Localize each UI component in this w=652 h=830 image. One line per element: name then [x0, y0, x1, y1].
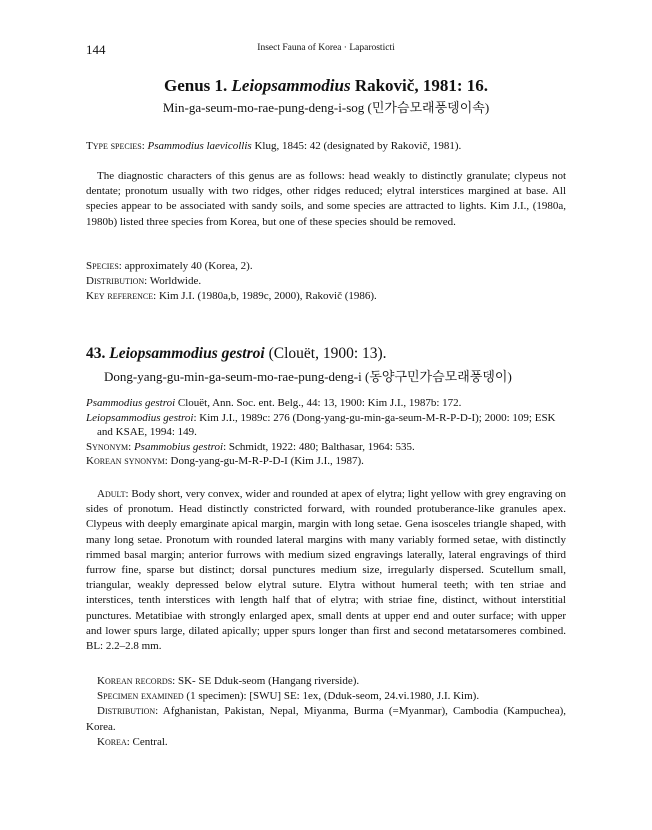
synonymy-name: Psammodius gestroi: [86, 397, 176, 409]
specimen-value: (1 specimen): [SWU] SE: 1ex, (Dduk-seom, 24.vi.1980, J.I. Kim).: [183, 690, 480, 703]
species-author: (Clouët, 1900: 13).: [264, 345, 387, 362]
page-number: 144: [86, 42, 106, 57]
genus-heading: [0, 76, 652, 96]
adult-description: [86, 487, 566, 654]
korean-synonym-label: Korean synonym:: [86, 455, 168, 468]
type-species-name: Psammodius laevicollis: [147, 140, 252, 152]
korean-synonym-line: [86, 454, 566, 469]
genus-korean-name: Min-ga-seum-mo-rae-pung-deng-i-sog (민가슴모래풍뎅이속): [162, 100, 490, 115]
running-head: Insect Fauna of Korea · Laparosticti: [257, 43, 395, 53]
synonymy-citation: : Kim J.I., 1989c: 276 (Dong-yang-gu-min-ga-seum-M-R-P-D-I); 2000: 109; ESK and KSAE, 1994: 149.: [97, 411, 556, 439]
synonymy-name: Leiopsammodius gestroi: [86, 411, 194, 424]
synonym-line: [86, 440, 566, 455]
synonymy-entry: [86, 411, 566, 440]
type-species-citation: Klug, 1845: 42 (designated by Rakovič, 1981).: [251, 140, 462, 152]
species-label: Species:: [86, 260, 122, 272]
genus-distribution-line: [86, 274, 566, 289]
synonymy-citation: Clouët, Ann. Soc. ent. Belg., 44: 13, 1900: Kim J.I., 1987b: 172.: [175, 397, 462, 409]
species-value: approximately 40 (Korea, 2).: [121, 260, 253, 272]
synonym-label: Synonym:: [86, 440, 132, 453]
korean-records-line: [86, 674, 566, 689]
key-reference-line: [86, 289, 566, 304]
genus-description: The diagnostic characters of this genus are as follows: head weakly to distinctly granulate; clypeus not dentate; pronotum usually with two ridges, other ridges reduced; elytral interstices margined at base. All species appear to be associated with sandy soils, and some species are attracted to lights. Kim J.I., (1980a, 1980b) listed three species from Korea, but one of these species should be removed.: [86, 170, 566, 228]
key-reference-label: Key reference:: [86, 290, 157, 303]
species-name: Leiopsammodius gestroi: [109, 345, 265, 362]
korean-synonym-value: Dong-yang-gu-M-R-P-D-I (Kim J.I., 1987).: [167, 455, 364, 468]
records-block: [86, 674, 566, 750]
adult-label: Adult:: [97, 488, 129, 500]
genus-summary: [86, 259, 566, 305]
synonymy-entry: [86, 396, 566, 411]
genus-name: Leiopsammodius: [231, 76, 351, 95]
key-reference-value: Kim J.I. (1980a,b, 1989c, 2000), Rakovič (1986).: [156, 290, 377, 303]
genus-distribution-label: Distribution:: [86, 275, 148, 288]
synonymy-block: [86, 396, 566, 469]
species-korean-name: Dong-yang-gu-min-ga-seum-mo-rae-pung-deng-i (동양구민가슴모래풍뎅이): [104, 369, 512, 384]
specimen-line: [86, 689, 566, 704]
korea-value: Central.: [129, 735, 168, 748]
korean-records-value: SK- SE Dduk-seom (Hangang riverside).: [175, 675, 360, 687]
korea-line: [86, 735, 566, 750]
specimen-label: Specimen examined: [97, 690, 184, 703]
species-number: 43.: [86, 345, 110, 362]
genus-heading-prefix: Genus 1.: [164, 76, 232, 95]
species-count-line: [86, 259, 566, 274]
type-species-label: Type species:: [86, 140, 145, 152]
species-distribution-label: Distribution:: [97, 705, 159, 718]
synonym-citation: : Schmidt, 1922: 480; Balthasar, 1964: 535.: [223, 440, 415, 453]
type-species: [86, 139, 566, 154]
synonym-name: Psammobius gestroi: [133, 440, 224, 453]
korea-label: Korea:: [97, 735, 130, 748]
genus-author: Rakovič, 1981: 16.: [350, 76, 488, 95]
species-distribution-value: Afghanistan, Pakistan, Nepal, Miyanma, Burma (=Myanmar), Cambodia (Kampuchea), Korea.: [86, 705, 566, 733]
species-heading: [86, 345, 387, 363]
adult-text: Body short, very convex, wider and rounded at apex of elytra; light yellow with grey engraving on sides of pronotum. Head distinctly constricted forward, with rounded protuberance-like granules apex. Clypeus with deeply emarginate apical margin, margin with long setae. Gena isosceles triangle shaped, with many long setae. Pronotum with rounded lateral margins with many variably formed setae, with distinctly rimmed basal margin; anterior furrows with medium sized engravings laterally, lateral engravings of third furrow fine, sparse but distinct; dorsal punctures medium size, irregularly dispersed. Scutellum small, triangular, weakly depressed below elytral suture. Elytra without humeral teeth; with ten striae and interstices, tenth interstices with length half that of elytra; with striae fine, distinct, without interstitial punctures. Metatibiae with strongly enlarged apex, small dents at upper end and outer surface; with upper and lower spurs large, dilated apically; upper spurs longer than first and second metatarsomeres combined. BL: 2.2–2.8 mm.: [86, 488, 566, 653]
korean-records-label: Korean records:: [97, 675, 176, 687]
genus-distribution-value: Worldwide.: [147, 275, 202, 288]
species-distribution-line: [86, 704, 566, 734]
